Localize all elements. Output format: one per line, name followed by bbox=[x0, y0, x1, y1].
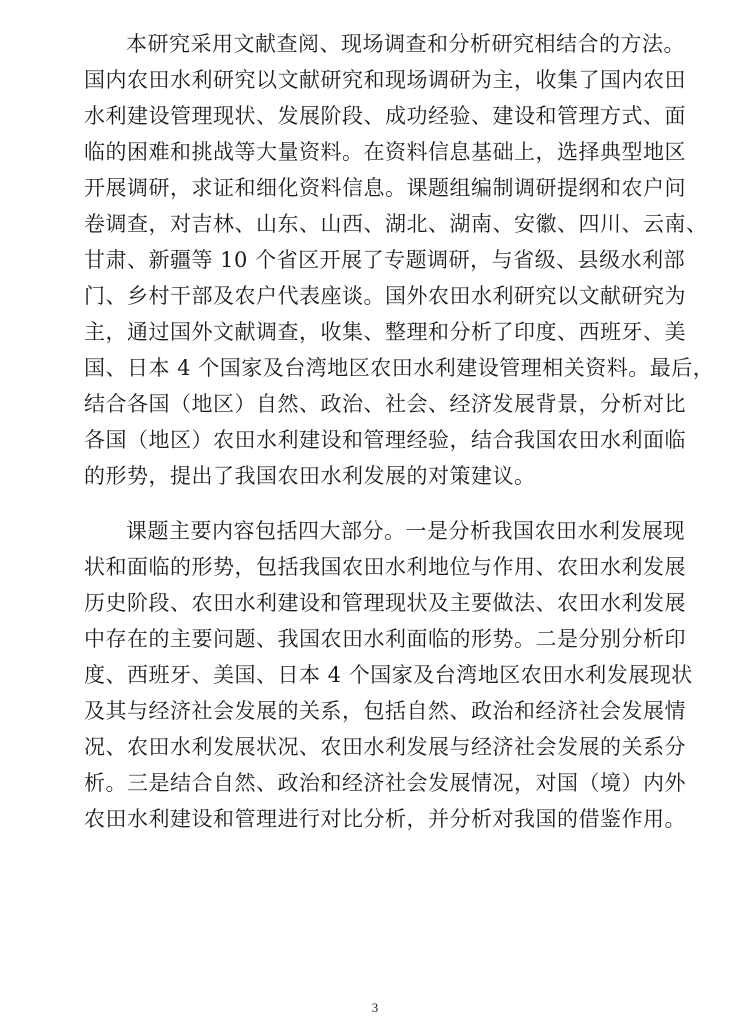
paragraph-contents bbox=[84, 513, 693, 837]
page-number: 3 bbox=[371, 1000, 379, 1015]
text-line: 主，通过国外文献调查，收集、整理和分析了印度、西班牙、美 bbox=[84, 320, 686, 344]
text-line: 卷调查，对吉林、山东、山西、湖北、湖南、安徽、四川、云南、 bbox=[84, 212, 708, 236]
text-line: 临的困难和挑战等大量资料。在资料信息基础上，选择典型地区 bbox=[84, 140, 686, 164]
text-line: 门、乡村干部及农户代表座谈。国外农田水利研究以文献研究为 bbox=[84, 284, 686, 308]
text-line: 状和面临的形势，包括我国农田水利地位与作用、农田水利发展 bbox=[84, 555, 686, 579]
text-line: 国内农田水利研究以文献研究和现场调研为主，收集了国内农田 bbox=[84, 68, 686, 92]
paragraph-spacing bbox=[84, 494, 674, 513]
text-line: 析。三是结合自然、政治和经济社会发展情况，对国（境）内外 bbox=[84, 771, 686, 795]
text-line: 度、西班牙、美国、日本 4 个国家及台湾地区农田水利发展现状 bbox=[84, 663, 693, 687]
text-line: 甘肃、新疆等 10 个省区开展了专题调研，与省级、县级水利部 bbox=[84, 248, 686, 272]
text-line: 开展调研，求证和细化资料信息。课题组编制调研提纲和农户问 bbox=[84, 176, 686, 200]
text-line: 课题主要内容包括四大部分。一是分析我国农田水利发展现 bbox=[126, 519, 685, 543]
text-line: 水利建设管理现状、发展阶段、成功经验、建设和管理方式、面 bbox=[84, 104, 686, 128]
text-line: 及其与经济社会发展的关系，包括自然、政治和经济社会发展情 bbox=[84, 699, 686, 723]
text-line: 的形势，提出了我国农田水利发展的对策建议。 bbox=[84, 464, 536, 488]
text-line: 中存在的主要问题、我国农田水利面临的形势。二是分别分析印 bbox=[84, 627, 686, 651]
text-line: 历史阶段、农田水利建设和管理现状及主要做法、农田水利发展 bbox=[84, 591, 686, 615]
text-line: 况、农田水利发展状况、农田水利发展与经济社会发展的关系分 bbox=[84, 735, 686, 759]
text-line: 本研究采用文献查阅、现场调查和分析研究相结合的方法。 bbox=[126, 32, 685, 56]
text-line: 农田水利建设和管理进行对比分析，并分析对我国的借鉴作用。 bbox=[84, 807, 686, 831]
text-line: 各国（地区）农田水利建设和管理经验，结合我国农田水利面临 bbox=[84, 428, 686, 452]
text-line: 国、日本 4 个国家及台湾地区农田水利建设管理相关资料。最后， bbox=[84, 356, 715, 380]
body-text bbox=[84, 26, 715, 837]
text-line: 结合各国（地区）自然、政治、社会、经济发展背景，分析对比 bbox=[84, 392, 686, 416]
paragraph-methodology bbox=[84, 26, 715, 494]
